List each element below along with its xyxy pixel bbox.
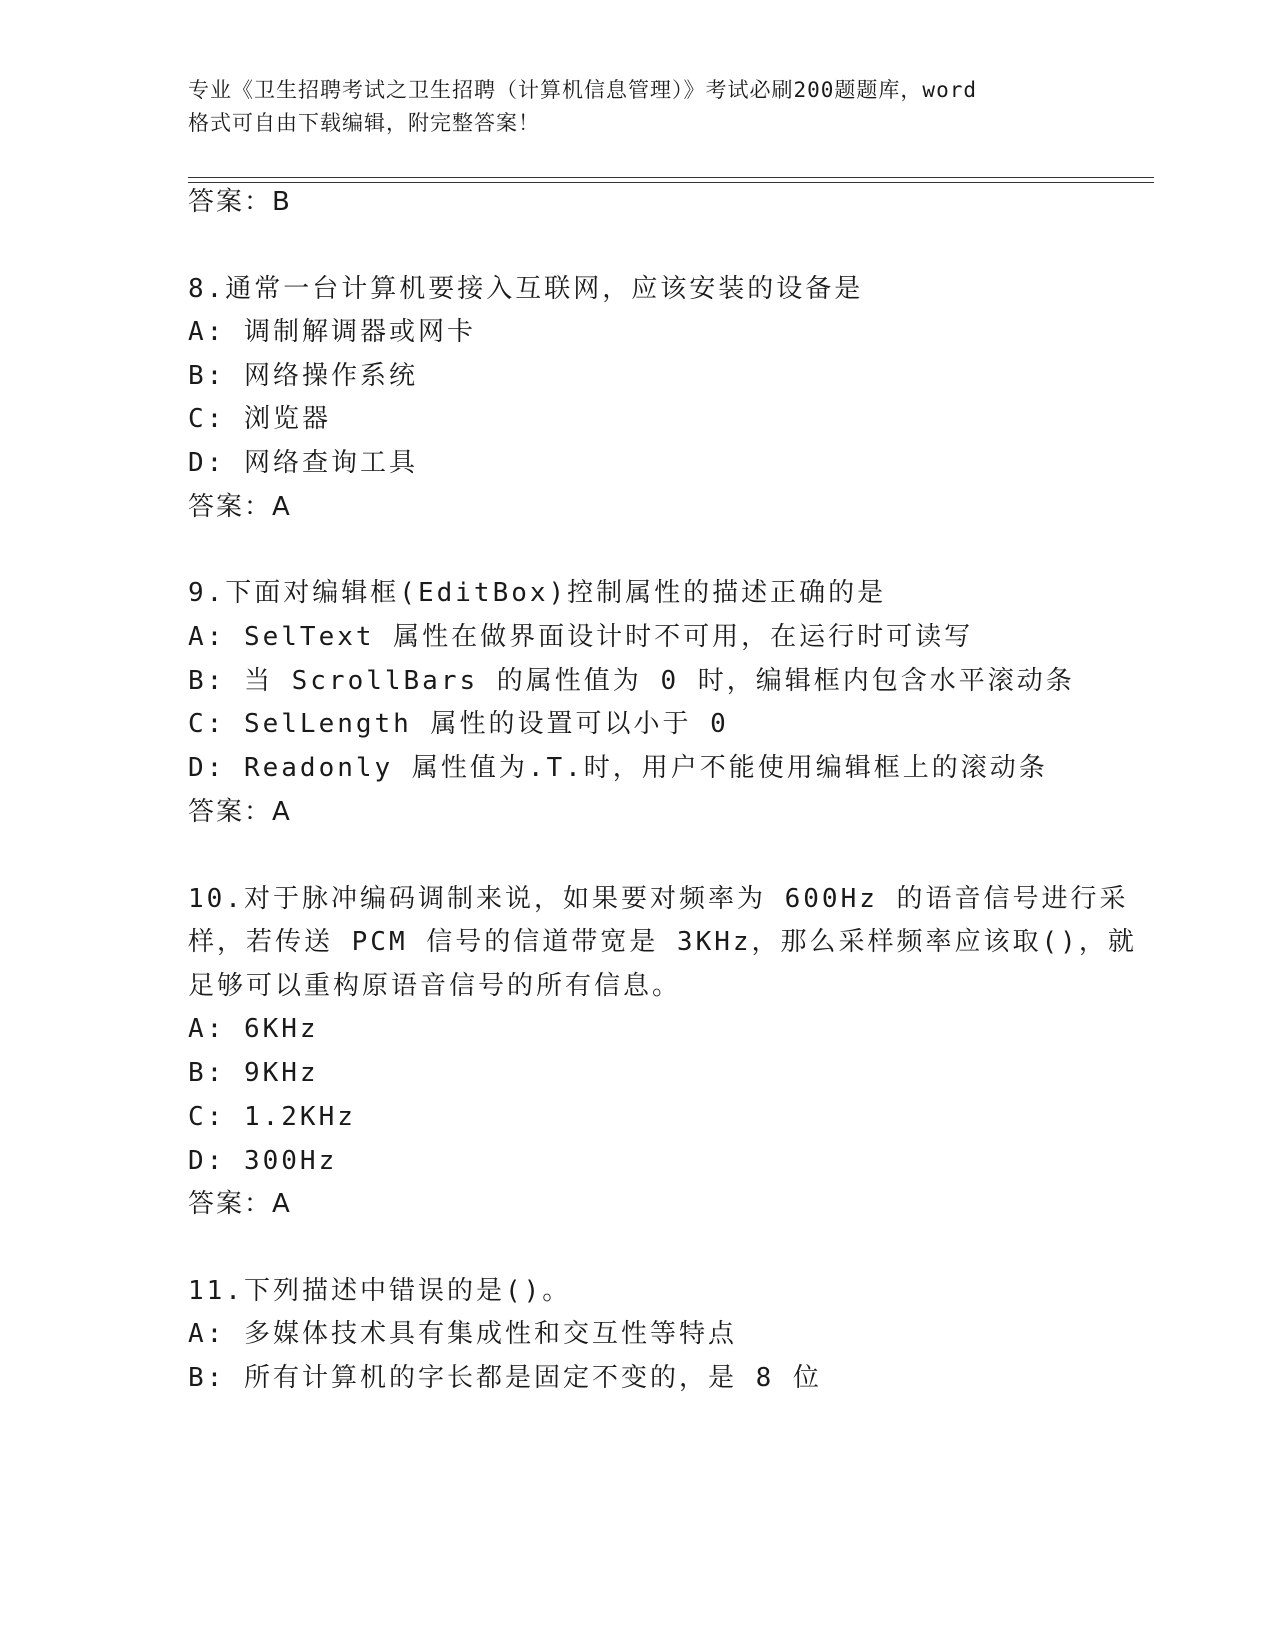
question-11-stem: 11.下列描述中错误的是()。 [188,1276,572,1306]
question-10-option-c: C: 1.2KHz [188,1102,356,1132]
question-8-answer: 答案：A [188,492,292,522]
question-8-option-d: D: 网络查询工具 [188,448,418,478]
document-header [188,74,1088,140]
question-9-option-a: A: SelText 属性在做界面设计时不可用，在运行时可读写 [188,622,974,652]
question-9-option-b: B: 当 ScrollBars 的属性值为 0 时，编辑框内包含水平滚动条 [188,666,1075,696]
question-10-stem-line2: 样，若传送 PCM 信号的信道带宽是 3KHz，那么采样频率应该取()，就 [188,927,1137,957]
question-9-option-d: D: Readonly 属性值为.T.时，用户不能使用编辑框上的滚动条 [188,753,1048,783]
question-10-stem-line1: 10.对于脉冲编码调制来说，如果要对频率为 600Hz 的语音信号进行采 [188,884,1129,914]
question-10-stem-line3: 足够可以重构原语音信号的所有信息。 [188,971,682,1001]
question-11-option-b: B: 所有计算机的字长都是固定不变的，是 8 位 [188,1363,822,1393]
question-10-answer: 答案：A [188,1189,292,1219]
question-11-option-a: A: 多媒体技术具有集成性和交互性等特点 [188,1319,737,1349]
header-title-line1: 专业《卫生招聘考试之卫生招聘（计算机信息管理）》考试必刷200题题库，word [188,78,977,102]
question-8-option-a: A: 调制解调器或网卡 [188,317,476,347]
question-8-option-c: C: 浏览器 [188,404,331,434]
question-10-option-b: B: 9KHz [188,1058,319,1088]
question-8-stem: 8.通常一台计算机要接入互联网，应该安装的设备是 [188,274,864,304]
question-10-option-d: D: 300Hz [188,1146,338,1176]
question-9-stem: 9.下面对编辑框(EditBox)控制属性的描述正确的是 [188,578,887,608]
header-rule-bottom [188,182,1154,183]
question-10-option-a: A: 6KHz [188,1014,319,1044]
header-title-line2: 格式可自由下载编辑，附完整答案！ [188,111,540,135]
question-9-option-c: C: SelLength 属性的设置可以小于 0 [188,709,729,739]
question-8-option-b: B: 网络操作系统 [188,361,418,391]
header-rule-top [188,177,1154,178]
answer-previous: 答案：B [188,187,292,217]
question-9-answer: 答案：A [188,797,292,827]
